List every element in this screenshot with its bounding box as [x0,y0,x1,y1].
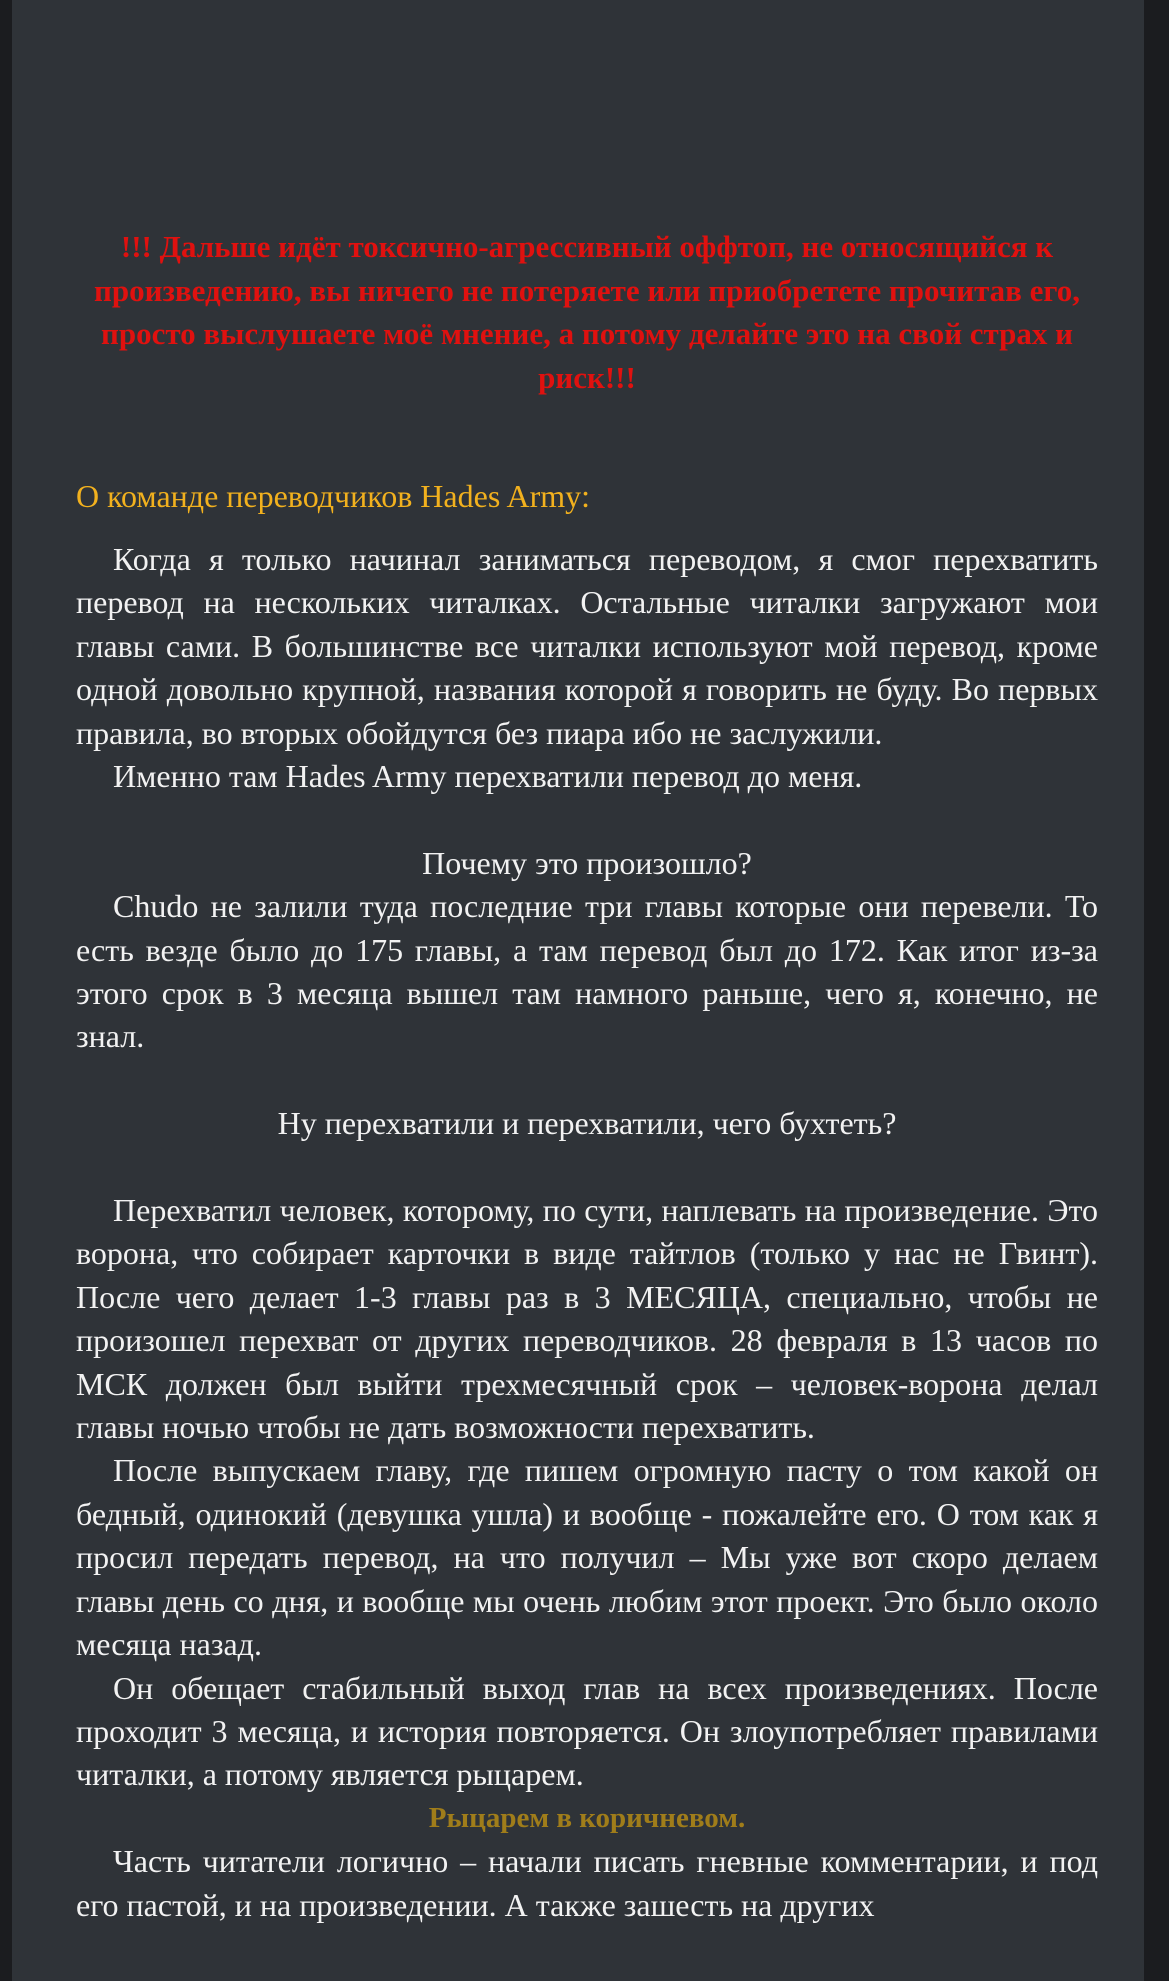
warning-text: !!! Дальше идёт токсично-агрессивный оффтоп, не относящийся к произведению, вы ничего не потеряете или приобретете прочитав его, просто выслушаете моё мнение, а потому делайте это на свой страх и риск!!! [93,229,1080,395]
article-body [76,538,1098,1927]
subheading: Ну перехватили и перехватили, чего бухтеть? [277,1105,897,1142]
paragraph: Часть читатели логично – начали писать гневные комментарии, и под его пастой, и на произведении. А также зашесть на других [76,1843,1098,1923]
paragraph: Chudo не залили туда последние три главы которые они перевели. То есть везде было до 175 главы, а там перевод был до 172. Как итог из-за этого срок в 3 месяца вышел там намного раньше, чего я, конечно, не знал. [76,888,1098,1055]
paragraph: Именно там Hades Army перехватили перевод до меня. [113,758,863,795]
section-title: О команде переводчиков Hades Army: [76,478,591,514]
subheading: Почему это произошло? [422,844,752,881]
spacer [76,1059,1098,1102]
spacer [76,798,1098,841]
paragraph: После выпускаем главу, где пишем огромную пасту о том какой он бедный, одинокий (девушка ушла) и вообще - пожалейте его. О том как я просил передать перевод, на что получил – Мы уже вот скоро делаем главы день со дня, и вообще мы очень любим этот проект. Это было около месяца назад. [76,1452,1098,1663]
accent-heading: Рыцарем в коричневом. [428,1801,746,1834]
paragraph: Он обещает стабильный выход глав на всех произведениях. После проходит 3 месяца, и история повторяется. Он злоупотребляет правилами читалки, а потому является рыцарем. [76,1669,1098,1793]
document-page [12,0,1144,1981]
paragraph: Когда я только начинал заниматься переводом, я смог перехватить перевод на нескольких читалках. Остальные читалки загружают мои главы сами. В большинстве все читалки используют мой перевод, кроме одной довольно крупной, названия которой я говорить не буду. Во первых правила, во вторых обойдутся без пиара ибо не заслужили. [76,541,1098,751]
paragraph: Перехватил человек, которому, по сути, наплевать на произведение. Это ворона, что собирает карточки в виде тайтлов (только у нас не Гвинт). После чего делает 1-3 главы раз в 3 МЕСЯЦА, специально, чтобы не произошел перехват от других переводчиков. 28 февраля в 13 часов по МСК должен был выйти трехмесячный срок – человек-ворона делал главы ночью чтобы не дать возможности перехватить. [76,1192,1098,1446]
spacer [76,1146,1098,1189]
